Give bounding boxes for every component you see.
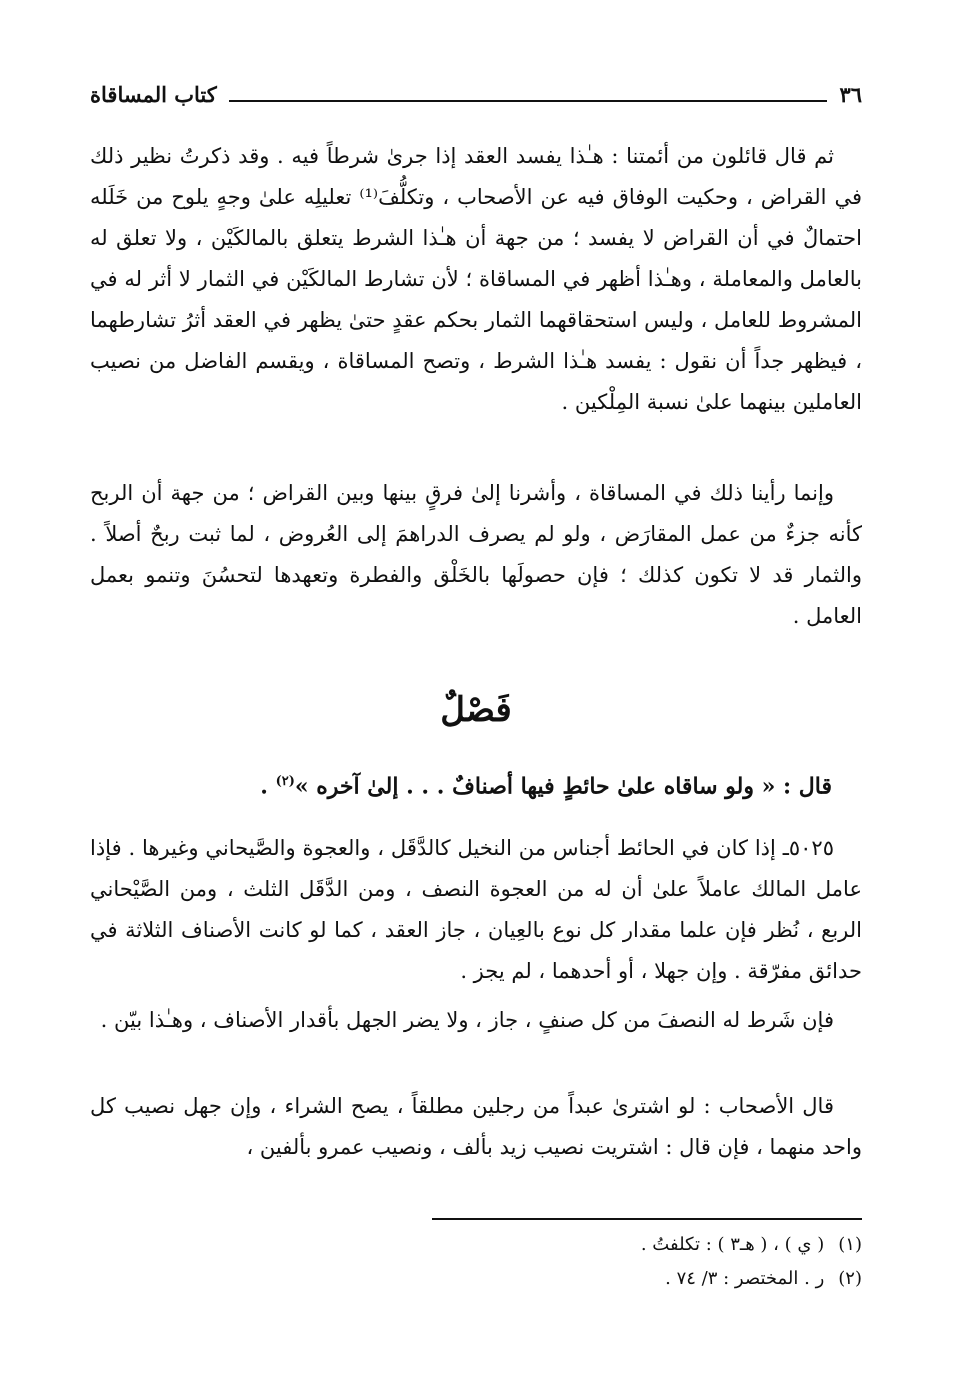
footnote-text: ر . المختصر : ٣/ ٧٤ . xyxy=(665,1268,825,1289)
footnote-2 xyxy=(90,1262,862,1296)
paragraph-4: فإن شَرط له النصفَ من كل صنفٍ ، جاز ، ولا يضر الجهل بأقدار الأصناف ، وهـٰذا بيّن . xyxy=(100,1008,834,1032)
footnote-rule xyxy=(432,1218,862,1220)
header-rule xyxy=(229,86,828,102)
running-header xyxy=(90,78,862,110)
footnote-number: (١) xyxy=(838,1234,862,1255)
paragraph-5: قال الأصحاب : لو اشترىٰ عبداً من رجلين مطلقاً ، يصح الشراء ، وإن جهل نصيب كل واحد منهما ، فإن قال : اشتريت نصيب زيد بألف ، ونصيب عمرو بألفين ، xyxy=(90,1094,862,1159)
footnote-1 xyxy=(90,1228,862,1262)
section-quote xyxy=(90,760,862,808)
paragraph-3: ٥٠٢٥ـ إذا كان في الحائط أجناس من النخيل كالدَّقَل ، والعجوة والصَّيحاني وغيرها . فإذا عامل المالك عاملاً علىٰ أن له من العجوة النصف ، ومن الدَّقَل الثلث ، ومن الصَّيْحاني الربع ، نُظر فإن علما مقدار كل نوع بالعِيان ، جاز العقد ، كما لو كانت الأصناف الثلاثة في حدائق مفرّقة . وإن جهلا ، أو أحدهما ، لم يجز . xyxy=(90,836,862,983)
footnote-text: ( ي ) ، ( هـ٣ ) : تكلفتُ . xyxy=(640,1234,825,1255)
footnote-number: (٢) xyxy=(838,1268,862,1289)
quote-end: . xyxy=(260,773,276,800)
paragraph-1: ثم قال قائلون من أئمتنا : هـٰذا يفسد العقد إذا جرىٰ شرطاً فيه . وقد ذكرتُ نظير ذلك في القراض ، وحكيت الوفاق فيه عن الأصحاب ، وتكلُّفَ⁽¹⁾ تعليلِه علىٰ وجهٍ يلوح من خَلَله احتمالٌ في أن القراض لا يفسد ؛ من جهة أن هـٰذا الشرط يتعلق بالمالكَيْن ، ولا تعلق له بالعامل والمعاملة ، وهـٰذا أظهر في المساقاة ؛ لأن تشارط المالكَيْن في الثمار لا أثر له في المشروط للعامل ، وليس استحقاقهما الثمار بحكم عقدٍ حتىٰ يظهر في العقد أثرُ تشارطهما ، فيظهر جداً أن نقول : يفسد هـٰذا الشرط ، وتصح المساقاة ، ويقسم الفاضل من نصيب العاملين بينهما علىٰ نسبة المِلْكين . xyxy=(90,144,862,414)
book-title: كتاب المساقاة xyxy=(90,81,217,107)
book-page xyxy=(90,78,862,1328)
paragraph-2: وإنما رأينا ذلك في المساقاة ، وأشرنا إلىٰ فرقٍ بينها وبين القراض ؛ من جهة أن الربح كأنه جزءٌ من عمل المقارَض ، ولو لم يصرف الدراهمَ إلى العُروض ، لما ثبت ربحٌ أصلاً . والثمار قد لا تكون كذلك ؛ فإن حصولَها بالخَلْق والفطرة وتعهدها لتحسُنَ وتنمو بعمل العامل . xyxy=(90,481,862,628)
page-number: ٣٦ xyxy=(839,81,862,107)
quote-text: قال : « ولو ساقاه علىٰ حائطٍ فيها أصنافٌ . . . إلىٰ آخره » xyxy=(294,773,832,800)
quote-footnote-ref: (٢) xyxy=(275,774,295,789)
footnotes xyxy=(90,1228,862,1296)
section-ornament: فَصْلٌ xyxy=(440,690,512,730)
